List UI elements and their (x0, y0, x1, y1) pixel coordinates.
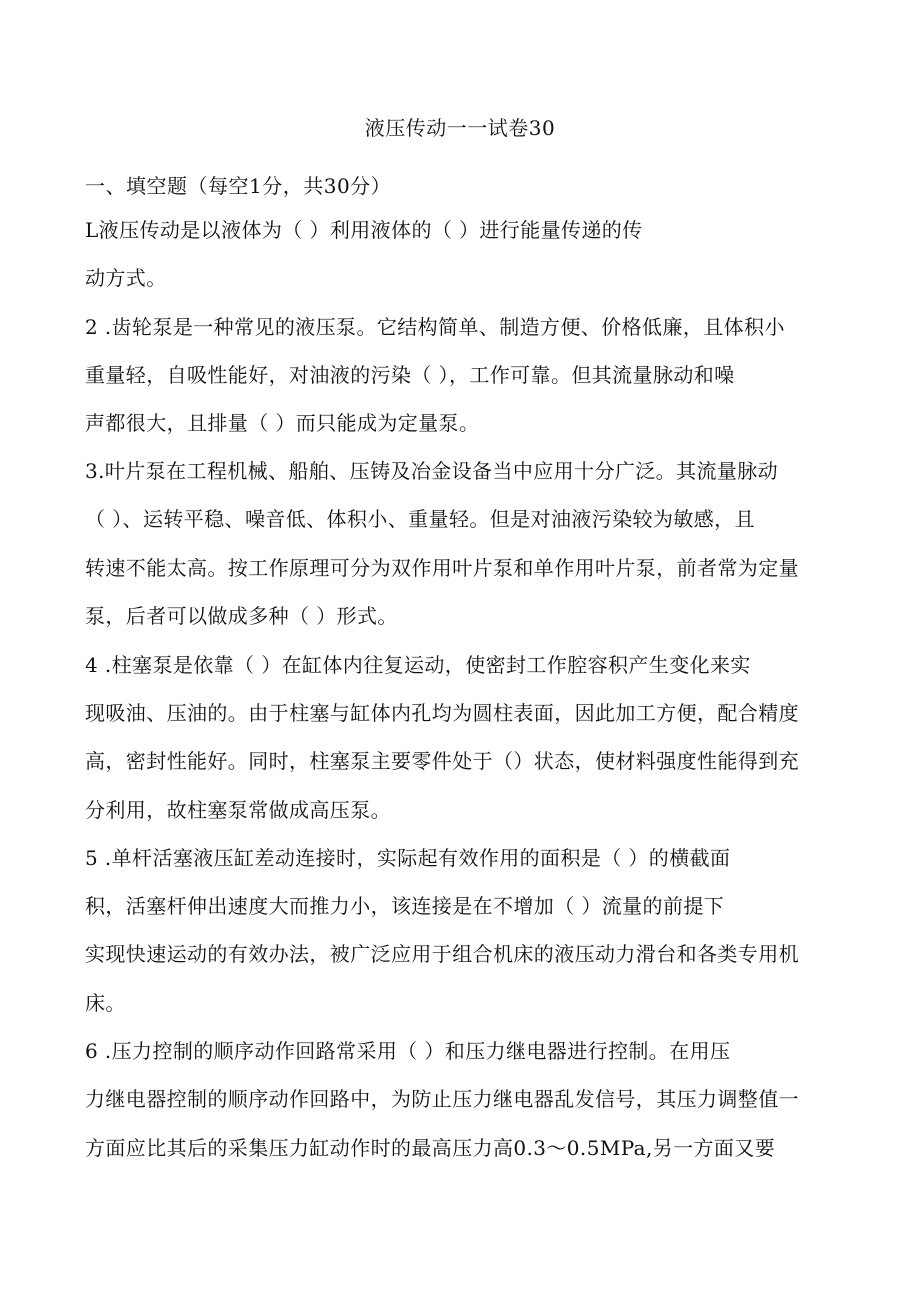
section-heading: 一、填空题（每空1分，共30分） (85, 174, 392, 198)
text-line: 5 .单杆活塞液压缸差动连接时，实际起有效作用的面积是（ ）的横截面 (85, 846, 731, 870)
text-line: 3.叶片泵在工程机械、船舶、压铸及冶金设备当中应用十分广泛。其流量脉动 (85, 459, 779, 483)
text-line: L液压传动是以液体为（ ）利用液体的（ ）进行能量传递的传 (85, 218, 643, 242)
text-line: 声都很大，且排量（ ）而只能成为定量泵。 (85, 411, 480, 435)
page-title: 液压传动一一试卷30 (364, 116, 556, 140)
text-line: 实现快速运动的有效办法，被广泛应用于组合机床的液压动力滑台和各类专用机 (85, 942, 799, 966)
text-line: 4 .柱塞泵是依靠（ ）在缸体内往复运动，使密封工作腔容积产生变化来实 (85, 653, 751, 677)
text-line: 高，密封性能好。同时，柱塞泵主要零件处于（）状态，使材料强度性能得到充 (85, 749, 799, 773)
text-line: （ ）、运转平稳、噪音低、体积小、重量轻。但是对油液污染较为敏感，且 (85, 507, 755, 531)
text-line: 方面应比其后的采集压力缸动作时的最高压力高0.3～0.5MPa,另一方面又要 (85, 1136, 776, 1160)
text-line: 6 .压力控制的顺序动作回路常采用（ ）和压力继电器进行控制。在用压 (85, 1039, 731, 1063)
text-line: 积，活塞杆伸出速度大而推力小，该连接是在不增加（ ）流量的前提下 (85, 894, 725, 918)
text-line: 现吸油、压油的。由于柱塞与缸体内孔均为圆柱表面，因此加工方便，配合精度 (85, 701, 799, 725)
text-line: 分利用，故柱塞泵常做成高压泵。 (85, 798, 391, 822)
text-line: 泵，后者可以做成多种（ ）形式。 (85, 604, 398, 628)
text-line: 转速不能太高。按工作原理可分为双作用叶片泵和单作用叶片泵，前者常为定量 (85, 556, 799, 580)
text-line: 动方式。 (85, 266, 167, 290)
text-line: 重量轻，自吸性能好，对油液的污染（ ），工作可靠。但其流量脉动和噪 (85, 363, 735, 387)
text-line: 床。 (85, 991, 126, 1015)
text-line: 力继电器控制的顺序动作回路中，为防止压力继电器乱发信号，其压力调整值一 (85, 1087, 799, 1111)
text-line: 2 .齿轮泵是一种常见的液压泵。它结构简单、制造方便、价格低廉，且体积小 (85, 315, 785, 339)
